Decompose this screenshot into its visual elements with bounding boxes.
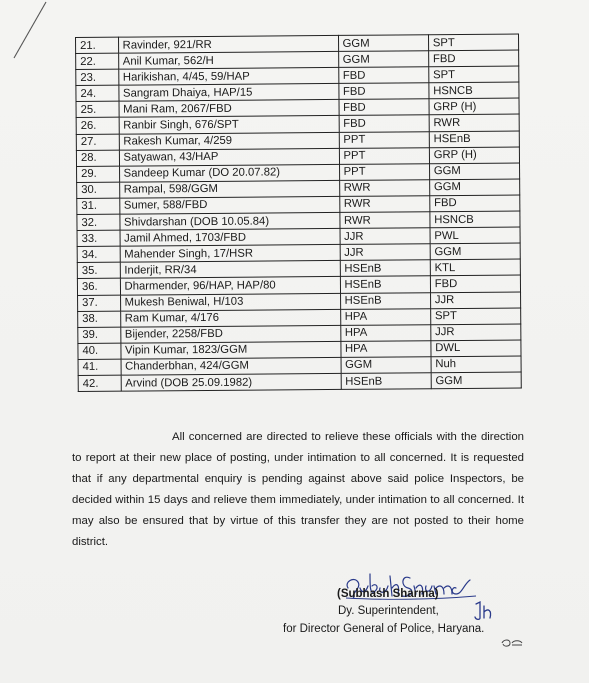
serial-number-cell: 35.	[77, 262, 120, 278]
officer-name-cell: Jamil Ahmed, 1703/FBD	[120, 229, 340, 247]
serial-number-cell: 36.	[77, 279, 120, 295]
from-district-cell: FBD	[338, 67, 428, 84]
officer-name-cell: Rakesh Kumar, 4/259	[119, 132, 339, 150]
officer-name-cell: Ranbir Singh, 676/SPT	[119, 116, 339, 134]
from-district-cell: HSEnB	[340, 276, 430, 293]
serial-number-cell: 29.	[77, 166, 120, 182]
officer-name-cell: Sangram Dhaiya, HAP/15	[118, 84, 338, 102]
from-district-cell: JJR	[340, 244, 430, 261]
officer-name-cell: Dharmender, 96/HAP, HAP/80	[120, 277, 340, 295]
serial-number-cell: 26.	[76, 118, 119, 134]
initials-mark	[472, 600, 494, 622]
to-district-cell: SPT	[430, 308, 520, 325]
from-district-cell: GGM	[338, 51, 428, 68]
officer-name-cell: Arvind (DOB 25.09.1982)	[121, 373, 341, 391]
from-district-cell: FBD	[339, 115, 429, 132]
serial-number-cell: 33.	[77, 230, 120, 246]
serial-number-cell: 24.	[76, 85, 119, 101]
from-district-cell: HPA	[340, 324, 430, 341]
to-district-cell: HSEnB	[429, 131, 519, 148]
from-district-cell: PPT	[339, 163, 429, 180]
to-district-cell: GGM	[431, 372, 521, 389]
small-stamp-mark	[500, 637, 524, 649]
from-district-cell: PPT	[339, 131, 429, 148]
from-district-cell: HPA	[340, 340, 430, 357]
officer-name-cell: Bijender, 2258/FBD	[120, 325, 340, 343]
serial-number-cell: 31.	[77, 198, 120, 214]
serial-number-cell: 28.	[76, 150, 119, 166]
to-district-cell: GGM	[429, 179, 519, 196]
to-district-cell: FBD	[430, 195, 520, 212]
officer-name-cell: Inderjit, RR/34	[120, 261, 340, 279]
officer-name-cell: Chanderbhan, 424/GGM	[121, 357, 341, 375]
serial-number-cell: 42.	[78, 375, 121, 391]
signatory-office: for Director General of Police, Haryana.	[283, 623, 485, 635]
from-district-cell: GGM	[341, 357, 431, 374]
transfer-table-body	[76, 34, 522, 392]
officer-name-cell: Mukesh Beniwal, H/103	[120, 293, 340, 311]
instruction-paragraph: All concerned are directed to relieve these officials with the direction to report at their new place of posting, under intimation to all concerned. It is requested that if any departmental enquiry is pending against above said police Inspectors, be decided within 15 days and relieve them immediately, under intimation to all concerned. It may also be ensured that by virtue of this transfer they are not posted to their home district.	[72, 431, 524, 548]
from-district-cell: HSEnB	[340, 292, 430, 309]
serial-number-cell: 22.	[76, 53, 119, 69]
officer-name-cell: Ravinder, 921/RR	[118, 35, 338, 53]
from-district-cell: PPT	[339, 147, 429, 164]
serial-number-cell: 40.	[78, 343, 121, 359]
from-district-cell: FBD	[338, 83, 428, 100]
from-district-cell: RWR	[339, 196, 429, 213]
from-district-cell: RWR	[339, 180, 429, 197]
from-district-cell: RWR	[339, 212, 429, 229]
to-district-cell: Nuh	[431, 356, 521, 373]
serial-number-cell: 30.	[77, 182, 120, 198]
to-district-cell: JJR	[431, 324, 521, 341]
from-district-cell: FBD	[339, 99, 429, 116]
serial-number-cell: 39.	[78, 327, 121, 343]
transfer-row	[78, 372, 521, 392]
to-district-cell: RWR	[429, 114, 519, 131]
to-district-cell: GRP (H)	[429, 147, 519, 164]
officer-name-cell: Harikishan, 4/45, 59/HAP	[118, 68, 338, 86]
from-district-cell: HSEnB	[340, 260, 430, 277]
officer-name-cell: Sandeep Kumar (DO 20.07.82)	[119, 164, 339, 182]
to-district-cell: SPT	[428, 34, 518, 51]
to-district-cell: GRP (H)	[429, 98, 519, 115]
serial-number-cell: 38.	[78, 311, 121, 327]
to-district-cell: GGM	[429, 163, 519, 180]
serial-number-cell: 32.	[77, 214, 120, 230]
officer-name-cell: Rampal, 598/GGM	[119, 180, 339, 198]
officer-name-cell: Anil Kumar, 562/H	[118, 52, 338, 70]
to-district-cell: DWL	[431, 340, 521, 357]
officer-name-cell: Mani Ram, 2067/FBD	[119, 100, 339, 118]
to-district-cell: PWL	[430, 227, 520, 244]
officer-name-cell: Mahender Singh, 17/HSR	[120, 245, 340, 263]
serial-number-cell: 37.	[78, 295, 121, 311]
transfer-table	[75, 34, 522, 393]
serial-number-cell: 41.	[78, 359, 121, 375]
to-district-cell: GGM	[430, 243, 520, 260]
officer-name-cell: Shivdarshan (DOB 10.05.84)	[119, 212, 339, 230]
serial-number-cell: 25.	[76, 102, 119, 118]
to-district-cell: HSNCB	[430, 211, 520, 228]
serial-number-cell: 27.	[76, 134, 119, 150]
serial-number-cell: 23.	[76, 69, 119, 85]
signatory-designation: Dy. Superintendent,	[338, 605, 439, 617]
to-district-cell: JJR	[430, 292, 520, 309]
from-district-cell: HSEnB	[341, 373, 431, 390]
from-district-cell: HPA	[340, 308, 430, 325]
from-district-cell: GGM	[338, 35, 428, 52]
to-district-cell: HSNCB	[429, 82, 519, 99]
to-district-cell: FBD	[428, 50, 518, 67]
officer-name-cell: Satyawan, 43/HAP	[119, 148, 339, 166]
from-district-cell: JJR	[340, 228, 430, 245]
to-district-cell: SPT	[428, 66, 518, 83]
to-district-cell: FBD	[430, 275, 520, 292]
pen-stroke-mark	[10, 0, 50, 60]
officer-name-cell: Sumer, 588/FBD	[119, 196, 339, 214]
to-district-cell: KTL	[430, 259, 520, 276]
serial-number-cell: 34.	[77, 246, 120, 262]
serial-number-cell: 21.	[76, 37, 119, 53]
officer-name-cell: Vipin Kumar, 1823/GGM	[120, 341, 340, 359]
signatory-name: (Subhash Sharma)	[337, 588, 439, 600]
officer-name-cell: Ram Kumar, 4/176	[120, 309, 340, 327]
